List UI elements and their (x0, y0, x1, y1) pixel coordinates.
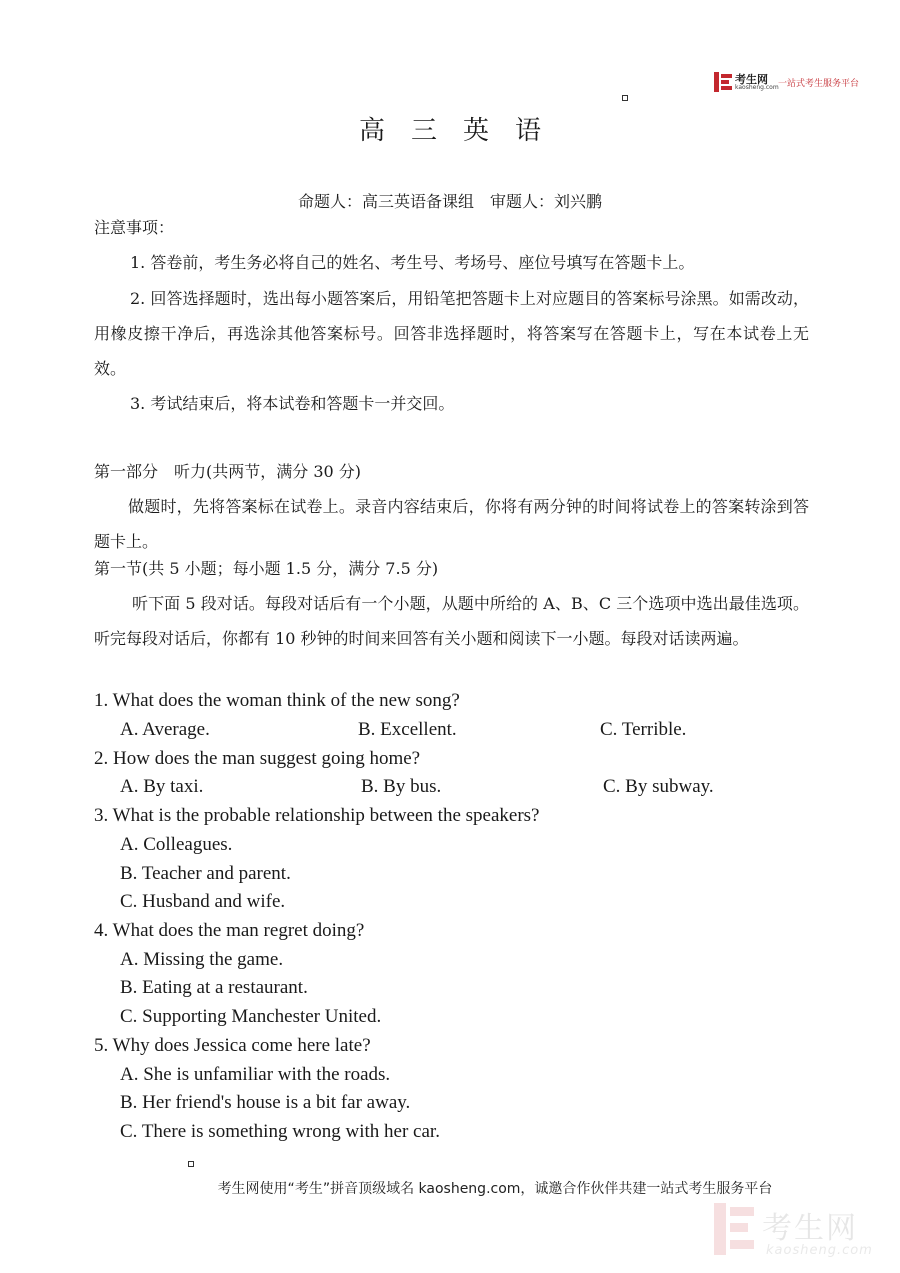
authors-line: 命题人：高三英语备课组 审题人：刘兴鹏 (297, 192, 602, 211)
option: A. Missing the game. (120, 949, 284, 970)
page-title: 高三英语 (358, 116, 567, 146)
option: A. She is unfamiliar with the roads. (120, 1064, 391, 1085)
option: A. By taxi. (120, 776, 204, 797)
question-stem: 5. Why does Jessica come here late? (94, 1035, 371, 1056)
option: B. Her friend's house is a bit far away. (120, 1092, 411, 1113)
option: B. By bus. (361, 776, 442, 797)
footer-text: 考生网使用“考生”拼音顶级域名 kaosheng.com，诚邀合作伙伴共建一站式考生服务平台 (217, 1181, 773, 1197)
option: C. Supporting Manchester United. (120, 1006, 382, 1027)
notice-item: 2. 回答选择题时，选出每小题答案后，用铅笔把答题卡上对应题目的答案标号涂黑。如需改动，用橡皮擦干净后，再选涂其他答案标号。回答非选择题时，将答案写在答题卡上，写在本试卷上无效。 (94, 289, 809, 378)
question-stem: 1. What does the woman think of the new song? (94, 690, 460, 711)
header-logo (714, 72, 879, 94)
option: B. Eating at a restaurant. (120, 977, 308, 998)
option: C. Husband and wife. (120, 891, 286, 912)
option: C. By subway. (603, 776, 714, 797)
header-slogan: 一站式考生服务平台 (778, 79, 860, 89)
option: B. Teacher and parent. (120, 863, 291, 884)
section-intro: 听下面 5 段对话。每段对话后有一个小题，从题中所给的 A、B、C 三个选项中选出最佳选项。听完每段对话后，你都有 10 秒钟的时间来回答有关小题和阅读下一小题。每段对话读两遍。 (94, 594, 809, 648)
notice-item: 1. 答卷前，考生务必将自己的姓名、考生号、考场号、座位号填写在答题卡上。 (130, 253, 695, 272)
question-stem: 3. What is the probable relationship between the speakers? (94, 805, 540, 826)
notice-item: 3. 考试结束后，将本试卷和答题卡一并交回。 (130, 394, 455, 413)
logo-brand: 考生网 (735, 73, 768, 86)
marker-square (622, 95, 628, 101)
option: B. Excellent. (358, 719, 457, 740)
section-heading: 第一节(共 5 小题；每小题 1.5 分，满分 7.5 分) (94, 559, 439, 578)
part1-heading: 第一部分 听力(共两节，满分 30 分) (94, 462, 362, 481)
watermark (714, 1203, 884, 1259)
question-stem: 4. What does the man regret doing? (94, 920, 365, 941)
marker-square (188, 1161, 194, 1167)
option: C. There is something wrong with her car. (120, 1121, 440, 1142)
question-stem: 2. How does the man suggest going home? (94, 748, 421, 769)
option: A. Average. (120, 719, 210, 740)
logo-domain: kaosheng.com (735, 84, 779, 91)
option: A. Colleagues. (120, 834, 233, 855)
kaosheng-logo-icon (714, 72, 732, 92)
watermark-logo-icon (714, 1203, 754, 1255)
watermark-domain: kaosheng.com (766, 1243, 873, 1258)
watermark-text: 考生网 (762, 1211, 858, 1246)
option: C. Terrible. (600, 719, 687, 740)
notice-heading: 注意事项： (94, 218, 175, 237)
part1-intro: 做题时，先将答案标在试卷上。录音内容结束后，你将有两分钟的时间将试卷上的答案转涂到答题卡上。 (94, 497, 809, 551)
